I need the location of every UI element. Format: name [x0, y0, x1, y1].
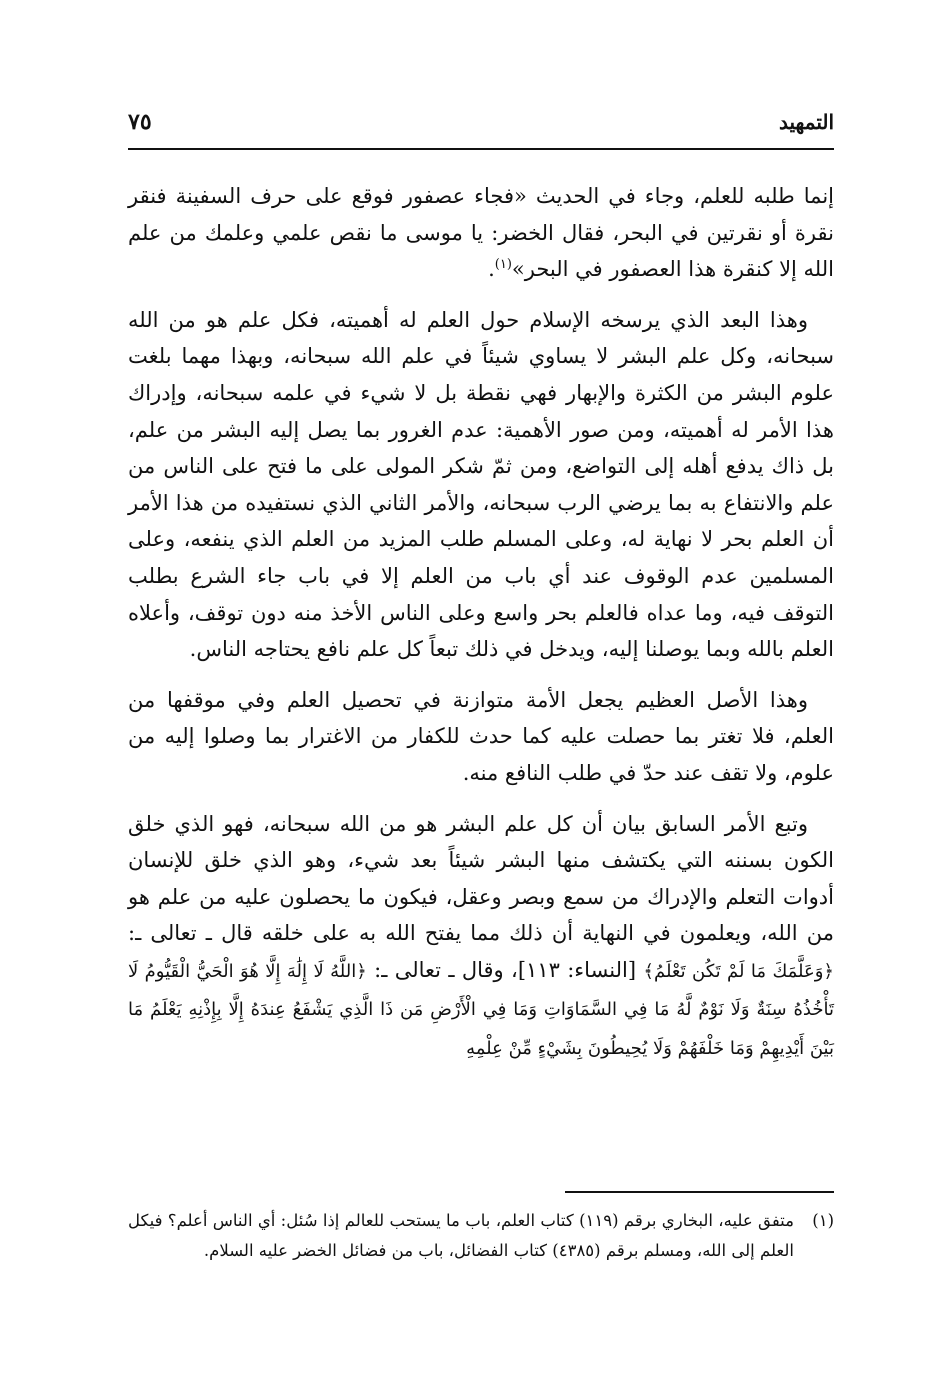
footnote-separator [565, 1191, 834, 1193]
paragraph-1 [128, 178, 834, 288]
paragraph-1-text: إنما طلبه للعلم، وجاء في الحديث «فجاء عصفور فوقع على حرف السفينة فنقر نقرة أو نقرتين في البحر، فقال الخضر: يا موسى ما نقص علمي وعلمك من علم الله إلا كنقرة هذا العصفور في البحر» [128, 184, 834, 282]
footnote-number: (١) [812, 1211, 834, 1230]
page-number: ٧٥ [128, 109, 152, 135]
paragraph-3: وهذا الأصل العظيم يجعل الأمة متوازنة في تحصيل العلم وفي موقفها من العلم، فلا تغتر بما حصلت عليه كما حدث للكفار من الاغترار بما وصلوا إليه من علوم، ولا تقف عند حدّ في طلب النافع منه. [128, 687, 834, 785]
footnote-text: متفق عليه، البخاري برقم (١١٩) كتاب العلم، باب ما يستحب للعالم إذا سُئل: أي الناس أعلم؟ فيكل العلم إلى الله، ومسلم برقم (٤٣٨٥) كتاب الفضائل، باب من فضائل الخضر عليه السلام. [128, 1211, 794, 1260]
footnote-reference: (١) [494, 257, 512, 273]
paragraph-4-text-a: وتبع الأمر السابق بيان أن كل علم البشر هو من الله سبحانه، فهو الذي خلق الكون بسننه التي يكتشف منها البشر شيئاً بعد شيء، وهو الذي خلق للإنسان أدوات التعلم والإدراك من سمع وبصر وعقل، فيكون ما يحصلون عليه من علم هو من الله، ويعلمون في النهاية أن ذلك مما يفتح الله به على خلقه قال ـ تعالى ـ: [128, 811, 834, 946]
paragraph-4 [128, 806, 834, 1068]
header-rule [128, 148, 834, 150]
paragraph-2: وهذا البعد الذي يرسخه الإسلام حول العلم له أهميته، فكل علم هو من الله سبحانه، وكل علم البشر لا يساوي شيئاً في علم الله سبحانه، وبهذا مهما بلغت علوم البشر من الكثرة والإبهار فهي نقطة بل لا شيء في علمه سبحانه، وإدراك هذا الأمر له أهميته، ومن صور الأهمية: عدم الغرور بما يصل إليه البشر من علم، بل ذاك يدفع أهله إلى التواضع، ومن ثمّ شكر المولى على ما فتح على الناس من علم والانتفاع به بما يرضي الرب سبحانه، والأمر الثاني الذي نستفيده من هذا الأمر أن العلم بحر لا نهاية له، وعلى المسلم طلب المزيد من العلم الذي ينفعه، وعلى المسلمين عدم الوقوف عند أي باب من العلم إلا في باب جاء الشرع بطلب التوقف فيه، وما عداه فالعلم بحر واسع وعلى الناس الأخذ منه دون توقف، وأعلاه العلم بالله وبما يوصلنا إليه، ويدخل في ذلك تبعاً كل علم نافع يحتاجه الناس. [128, 307, 834, 662]
paragraph-4-text-b: [النساء: ١١٣]، وقال ـ تعالى ـ: [374, 957, 637, 982]
running-title: التمهيد [779, 110, 834, 134]
main-text [128, 178, 834, 1082]
paragraph-1-end: . [488, 257, 495, 282]
footnotes [128, 1206, 834, 1266]
footnote-1 [128, 1206, 834, 1266]
quran-verse-2: ﴿اللَّهُ لَا إِلَٰهَ إِلَّا هُوَ الْحَيُّ الْقَيُّومُ لَا تَأْخُذُهُ سِنَةٌ وَلَا نَوْمٌ لَّهُ مَا فِي السَّمَاوَاتِ وَمَا فِي الْأَرْضِ مَن ذَا الَّذِي يَشْفَعُ عِندَهُ إِلَّا بِإِذْنِهِ يَعْلَمُ مَا بَيْنَ أَيْدِيهِمْ وَمَا خَلْفَهُمْ وَلَا يُحِيطُونَ بِشَيْءٍ مِّنْ عِلْمِهِ [128, 960, 834, 1060]
page-header [128, 104, 834, 140]
quran-verse-1: ﴿وَعَلَّمَكَ مَا لَمْ تَكُن تَعْلَمُ﴾ [643, 960, 834, 982]
